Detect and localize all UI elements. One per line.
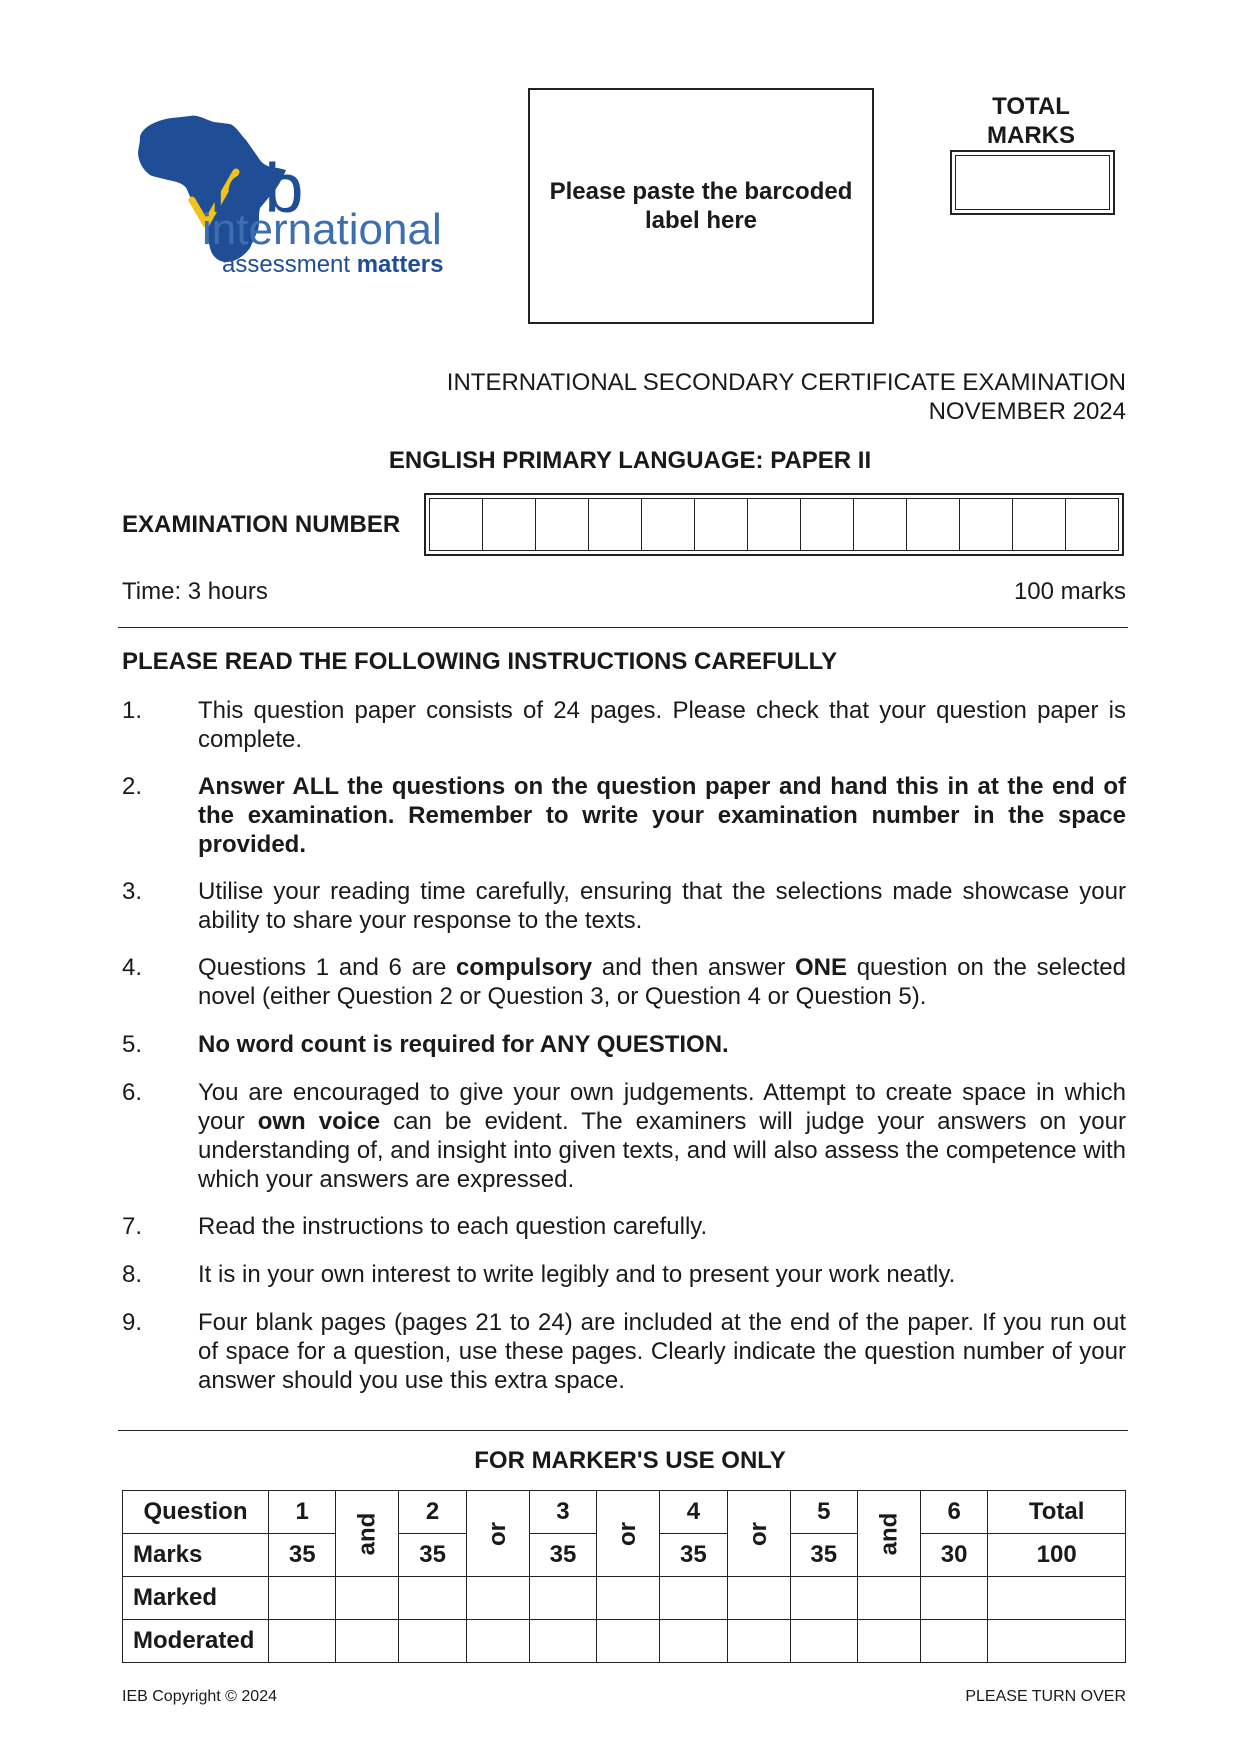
instructions-heading: PLEASE READ THE FOLLOWING INSTRUCTIONS CAREFULLY: [122, 648, 838, 675]
instruction-item: 9. Four blank pages (pages 21 to 24) are included at the end of the paper. If you run out of space for a question, use these pages. Clearly indicate the question number of your answer should you use this extra space.: [122, 1309, 1126, 1394]
divider: [118, 1430, 1128, 1431]
footer-copyright: IEB Copyright © 2024: [122, 1688, 277, 1705]
exam-number-grid[interactable]: [424, 493, 1124, 556]
instruction-item: 2. Answer ALL the questions on the question paper and hand this in at the end of the examination. Remember to write your examination number in the space provided.: [122, 773, 1126, 858]
exam-number-cell[interactable]: [536, 499, 589, 550]
instruction-item: 8. It is in your own interest to write legibly and to present your work neatly.: [122, 1261, 956, 1288]
instruction-item: 3. Utilise your reading time carefully, ensuring that the selections made showcase your ability to share your response to the texts.: [122, 878, 1126, 934]
exam-marks: 100 marks: [1013, 578, 1126, 605]
instruction-item: 7. Read the instructions to each question carefully.: [122, 1213, 708, 1240]
marker-table: [122, 1490, 1126, 1663]
exam-number-cell[interactable]: [695, 499, 748, 550]
total-marks-label: TOTAL MARKS: [987, 93, 1075, 149]
ieb-logo: [132, 112, 492, 302]
exam-number-cell[interactable]: [748, 499, 801, 550]
row-label-marks: Marks: [123, 1534, 269, 1577]
instruction-item: 1. This question paper consists of 24 pages. Please check that your question paper is complete.: [122, 697, 1126, 753]
exam-date: NOVEMBER 2024: [928, 398, 1126, 425]
row-label-question: Question: [123, 1491, 269, 1534]
exam-number-cell[interactable]: [483, 499, 536, 550]
instruction-item: 5. No word count is required for ANY QUESTION.: [122, 1031, 729, 1058]
marker-use-heading: FOR MARKER'S USE ONLY: [474, 1447, 786, 1474]
barcode-label-box: [528, 88, 874, 324]
exam-number-cell[interactable]: [430, 499, 483, 550]
exam-number-cell[interactable]: [642, 499, 695, 550]
row-label-moderated: Moderated: [123, 1620, 269, 1663]
svg-text:assessment matters: assessment matters: [222, 251, 444, 278]
exam-title-line1: INTERNATIONAL SECONDARY CERTIFICATE EXAMINATION: [446, 369, 1126, 396]
exam-number-cell[interactable]: [1066, 499, 1118, 550]
footer-turn-over: PLEASE TURN OVER: [965, 1688, 1126, 1705]
exam-number-cell[interactable]: [854, 499, 907, 550]
total-marks-box[interactable]: [950, 150, 1115, 215]
table-row: [123, 1620, 1126, 1663]
table-row: Question 1 and 2 or 3 or 4 or 5 and 6 Total: [123, 1491, 1126, 1534]
exam-number-cell[interactable]: [1013, 499, 1066, 550]
svg-text:ieb: ieb: [210, 149, 304, 227]
table-row: Marks 35 35 35 35 35 30 100: [123, 1534, 1126, 1577]
africa-map-icon: [132, 112, 492, 302]
exam-number-cell[interactable]: [801, 499, 854, 550]
row-label-marked: Marked: [123, 1577, 269, 1620]
divider: [118, 627, 1128, 628]
barcode-label-text: Please paste the barcoded label here: [549, 178, 853, 234]
table-row: [123, 1577, 1126, 1620]
exam-number-cell[interactable]: [960, 499, 1013, 550]
subject-title: ENGLISH PRIMARY LANGUAGE: PAPER II: [388, 447, 872, 474]
exam-number-label: EXAMINATION NUMBER: [122, 511, 401, 538]
exam-number-cell[interactable]: [589, 499, 642, 550]
exam-number-cell[interactable]: [907, 499, 960, 550]
svg-text:international: international: [202, 205, 442, 254]
exam-title: [447, 368, 1126, 426]
instruction-item: 6. You are encouraged to give your own judgements. Attempt to create space in which your own voice can be evident. The examiners will judge your answers on your understanding of, and insight into given texts, and will also assess the competence with which your answers are expressed.: [122, 1079, 1126, 1193]
instruction-item: 4. Questions 1 and 6 are compulsory and then answer ONE question on the selected novel (either Question 2 or Question 3, or Question 4 or Question 5).: [122, 954, 1127, 1010]
exam-time: Time: 3 hours: [122, 578, 268, 605]
